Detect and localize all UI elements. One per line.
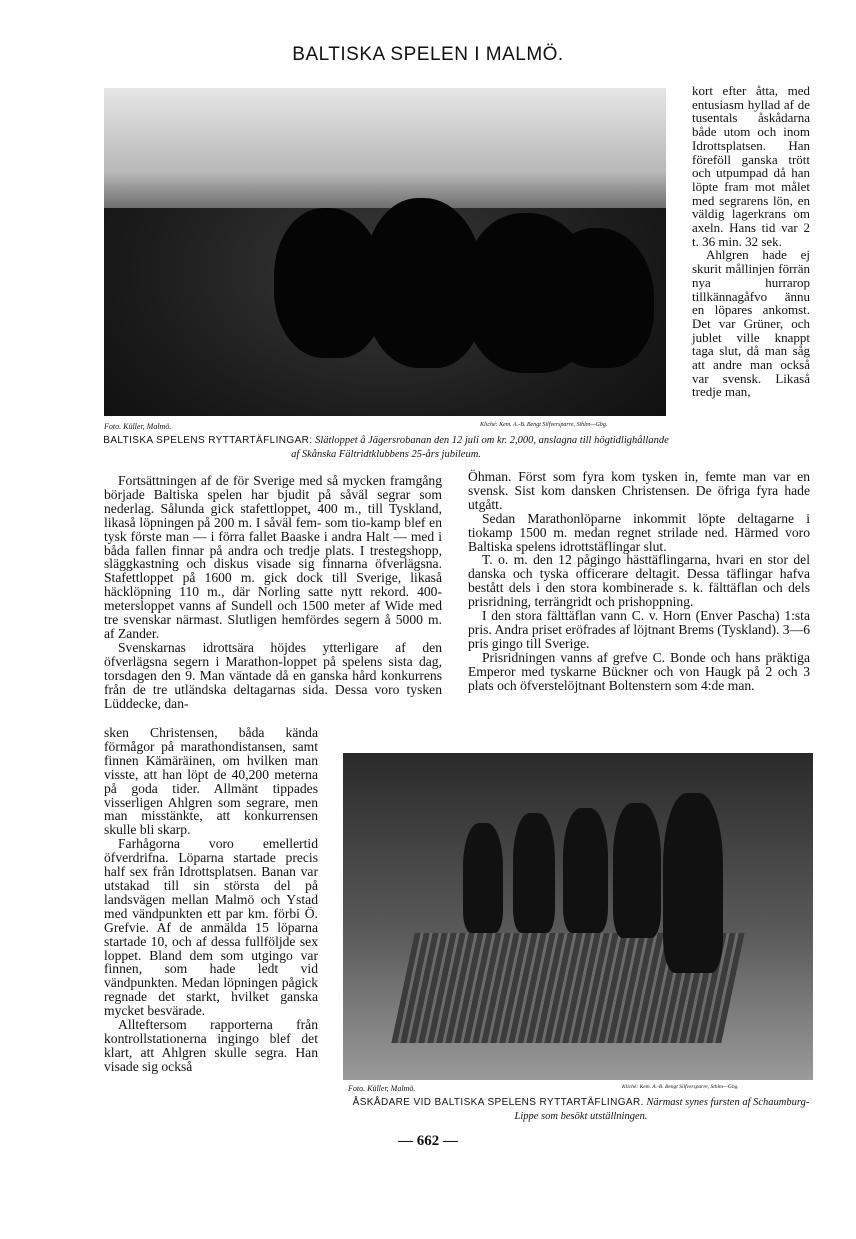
caption-rest: Närmast synes fursten af Schaumburg-Lippe som besökt utställningen. — [514, 1097, 810, 1122]
photo-credit-top-left: Foto. Küller, Malmö. — [104, 422, 172, 431]
caption-lead: ÅSKÅDARE VID BALTISKA SPELENS RYTTARTÄFLINGAR. — [352, 1097, 644, 1108]
text-column-right-top — [692, 84, 810, 399]
paragraph: kort efter åtta, med entusiasm hyllad af de tusentals åskådarna både utom och inom Idrottsplatsen. Han föreföll ganska trött och utpumpad då han löpte fram mot målet med segrarens lön, en väldig lagerkrans om axeln. Hans tid var 2 t. 36 min. 32 sek. — [692, 83, 810, 249]
photo-caption-top — [102, 434, 670, 462]
paragraph: Farhågorna voro emellertid öfverdrifna. Löparna startade precis half sex från Idrottsplatsen. Banan var utstakad till sin största del på landsvägen mellan Malmö och Ystad med vändpunkten ett par km. förbi Ö. Grefvie. Af de anmälda 15 löparna startade 10, och af dessa fullföljde sex loppet. Bland dem som utgingo var finnen, som hade ledt vid vändpunkten. Medan löpningen pågick regnade det starkt, hvilket ganska mycket besvärade. — [104, 836, 318, 1019]
caption-lead: BALTISKA SPELENS RYTTARTÄFLINGAR: — [103, 435, 313, 446]
paragraph: Allteftersom rapporterna från kontrollstationerna ingingo blef det klart, att Ahlgren skulle segra. Han visade sig också — [104, 1017, 318, 1074]
spectator-figure — [613, 803, 661, 938]
spectator-figure — [463, 823, 503, 933]
paragraph: T. o. m. den 12 pågingo hästtäflingarna, hvari en stor del danska och tyska officerare deltagit. Dessa täflingar hafva bestått dels i den stora kombinerade s. k. fälttäflan och dels prisridning, terrängridt och prishoppning. — [468, 552, 810, 610]
caption-rest: Slätloppet å Jägersrobanan den 12 juli om kr. 2,000, anslagna till högtidlighållande af Skånska Fältridtklubbens 25-års jubileum. — [291, 435, 669, 460]
paragraph: Fortsättningen af de för Sverige med så mycken framgång började Baltiska spelen har bjudit på såväl segrar som nederlag. Sålunda gick stafettloppet, 400 m., till Tyskland, likaså löpningen på 200 m. I såväl fem- som tio-kamp blef en tysk förste man — i förra fallet Baaske i andra Halt — med i båda fallen finnar på andra och tredje plats. I trestegshopp, släggkastning och diskus visade sig finnarna öfverlägsna. Stafettloppet på 1600 m. gick dock till Sverige, likaså häcklöpning 110 m., där Norling satte nytt rekord. 400-metersloppet vanns af Sundell och 1500 meter af Wide med tre svenskar närmast. Slutligen hemfördes segern å 5000 m. af Zander. — [104, 473, 442, 641]
page-number: — 662 — — [398, 1133, 458, 1149]
text-column-left — [104, 474, 442, 710]
page-title: BALTISKA SPELEN I MALMÖ. — [292, 44, 564, 65]
text-column-left-narrow — [104, 726, 318, 1074]
text-column-middle — [468, 470, 810, 693]
photo-credit-bottom-right: Kliché: Kem. A.-B. Bengt Silfversparre, Sthlm—Gbg. — [622, 1084, 739, 1090]
photo-credit-top-right: Kliché: Kem. A.-B. Bengt Silfversparre, Sthlm—Gbg. — [480, 422, 608, 428]
paragraph: Svenskarnas idrottsära höjdes ytterligare af den öfverlägsna segern i Marathon-loppet på spelens sista dag, torsdagen den 9. Man väntade då en ganska hård konkurrens från de tre utländska deltagarnas sida. Dessa voro tysken Lüddecke, dan- — [104, 639, 442, 711]
paragraph: Prisridningen vanns af grefve C. Bonde och hans präktiga Emperor med tyskarne Bückner och von Haugk på 2 och 3 plats och öfverstelöjtnant Boltenstern som 4:de man. — [468, 649, 810, 693]
paragraph: Ahlgren hade ej skurit mållinjen förrän nya hurrarop tillkännagåfvo ännu en löpares ankomst. Det var Grüner, och jublet ville knappt taga slut, då man såg att andre man också var svensk. Likaså tredje man, — [692, 247, 810, 400]
spectator-figure — [513, 813, 555, 933]
horse-race-photo — [104, 88, 666, 416]
horse-figure — [544, 228, 654, 368]
sky-area — [104, 88, 666, 208]
spectator-figure — [663, 793, 723, 973]
spectator-figure — [563, 808, 608, 933]
paragraph: Öhman. Först som fyra kom tysken in, femte man var en svensk. Sist kom dansken Christensen. De öfriga fyra hade utgått. — [468, 469, 810, 512]
paragraph: I den stora fälttäflan vann C. v. Horn (Enver Pascha) 1:sta pris. Andra priset eröfrades af löjtnant Brems (Tyskland). 3—6 pris gingo till Sverige. — [468, 608, 810, 651]
spectators-photo — [343, 753, 813, 1080]
paragraph: Sedan Marathonlöparne inkommit löpte deltagarne i tiokamp 1500 m. medan regnet strilade ned. Härmed voro Baltiska spelens idrottstäflingar slut. — [468, 510, 810, 554]
paragraph: sken Christensen, båda kända förmågor på marathondistansen, samt finnen Kämäräinen, om hvilken man visste, att han löpt de 40,200 meterna på goda tider. Allmänt tippades visserligen Ahlgren som segrare, men man misstänkte, att konkurrensen skulle bli skarp. — [104, 725, 318, 838]
photo-caption-bottom — [344, 1096, 818, 1124]
photo-credit-bottom-left: Foto. Küller, Malmö. — [348, 1084, 416, 1093]
